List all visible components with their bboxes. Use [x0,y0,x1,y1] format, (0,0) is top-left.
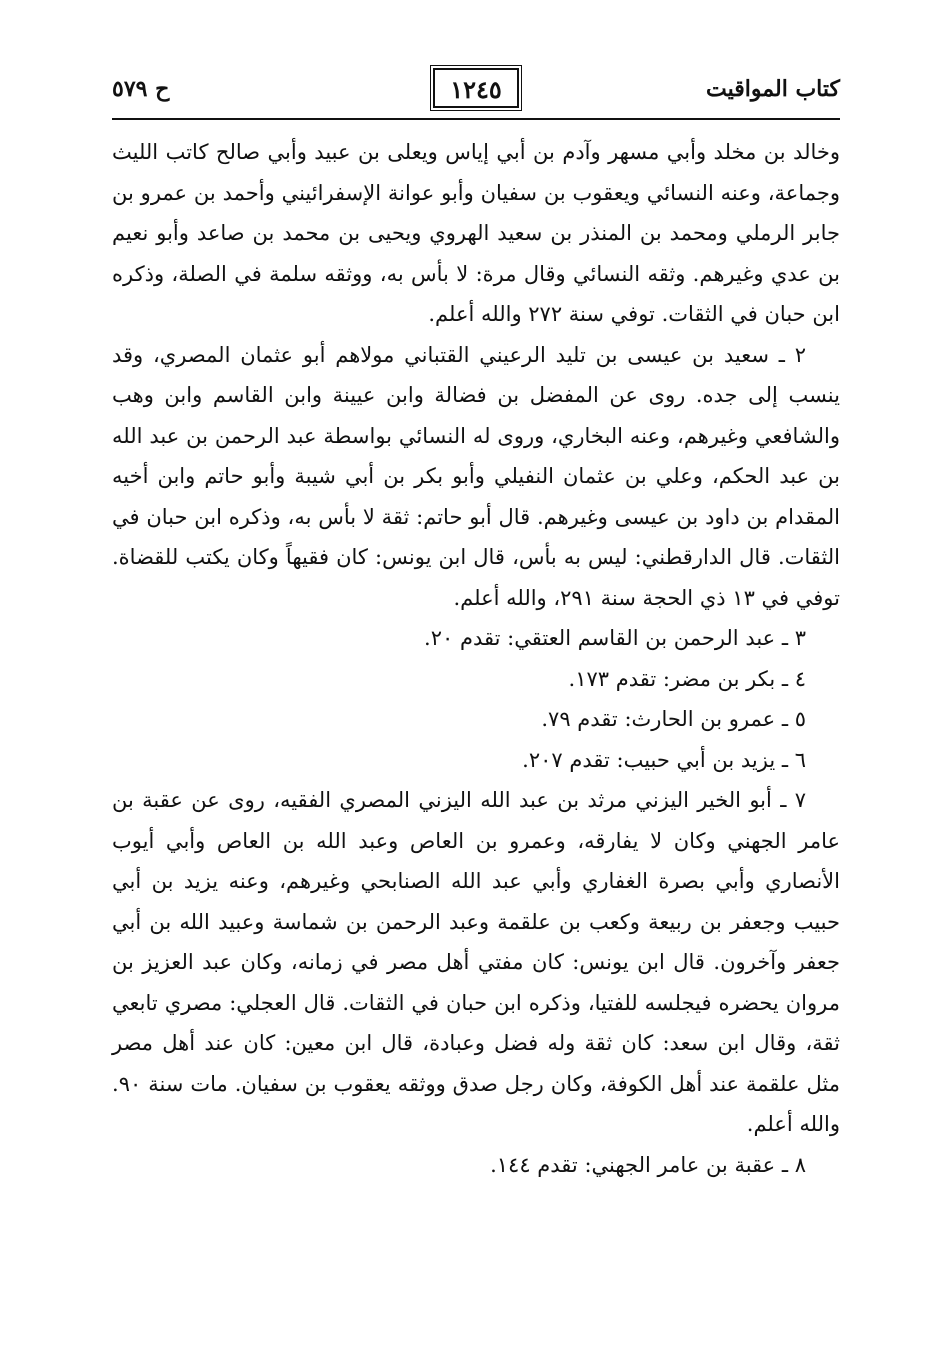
page-number-box: ١٢٤٥ [433,68,519,108]
paragraph-entry-5: ٥ ـ عمرو بن الحارث: تقدم ٧٩. [541,707,806,731]
page-header [112,62,840,120]
paragraph-entry-3: ٣ ـ عبد الرحمن بن القاسم العتقي: تقدم ٢٠. [424,626,806,650]
paragraph-entry-7: ٧ ـ أبو الخير اليزني مرثد بن عبد الله اليزني المصري الفقيه، روى عن عقبة بن عامر الجهني وكان لا يفارقه، وعمرو بن العاص وعبد الله بن العاص وأبي أيوب الأنصاري وأبي بصرة الغفاري وأبي عبد الله الصنابحي وغيرهم، وعنه يزيد بن أبي حبيب وجعفر بن ربيعة وكعب بن علقمة وعبد الرحمن بن شماسة وعبيد الله بن أبي جعفر وآخرون. قال ابن يونس: كان مفتي أهل مصر في زمانه، وكان عبد العزيز بن مروان يحضره فيجلسه للفتيا، وذكره ابن حبان في الثقات. قال العجلي: مصري تابعي ثقة، وقال ابن سعد: كان ثقة وله فضل وعبادة، قال ابن معين: كان عند أهل مصر مثل علقمة عند أهل الكوفة، وكان رجل صدق ووثقه يعقوب بن سفيان. مات سنة ٩٠. والله أعلم. [112,788,840,1136]
paragraph-entry-8: ٨ ـ عقبة بن عامر الجهني: تقدم ١٤٤. [490,1152,806,1177]
paragraph-entry-2: ٢ ـ سعيد بن عيسى بن تليد الرعيني القتباني مولاهم أبو عثمان المصري، وقد ينسب إلى جده. روى عن المفضل بن فضالة وابن عيينة وابن القاسم وابن وهب والشافعي وغيرهم، وعنه البخاري، وروى له النسائي بواسطة عبد الرحمن بن عبد الله بن عبد الحكم، وعلي بن عثمان النفيلي وأبو بكر بن أبي شيبة وأبو حاتم وابن أخيه المقدام بن داود بن عيسى وغيرهم. قال أبو حاتم: ثقة لا بأس به، وذكره ابن حبان في الثقات. قال الدارقطني: ليس به بأس، قال ابن يونس: كان فقيهاً وكان يكتب للقضاة. توفي في ١٣ ذي الحجة سنة ٢٩١، والله أعلم. [112,342,840,610]
paragraph-continuation: وخالد بن مخلد وأبي مسهر وآدم بن أبي إياس ويعلى بن عبيد وأبي صالح كاتب الليث وجماعة، وعنه النسائي ويعقوب بن سفيان وأبو عوانة الإسفرائيني وأحمد بن عمرو بن جابر الرملي ومحمد بن المنذر بن سعيد الهروي ويحيى بن محمد بن صاعد وأبو نعيم بن عدي وغيرهم. وثقه النسائي وقال مرة: لا بأس به، ووثقه سلمة في الصلة، وذكره ابن حبان في الثقات. توفي سنة ٢٧٢ والله أعلم. [112,140,840,326]
page-body [112,132,840,1185]
paragraph-entry-4: ٤ ـ بكر بن مضر: تقدم ١٧٣. [568,666,806,691]
header-divider [112,118,840,120]
chapter-title: كتاب المواقيت [706,76,840,102]
hadith-reference: ح ٥٧٩ [112,76,170,102]
paragraph-entry-6: ٦ ـ يزيد بن أبي حبيب: تقدم ٢٠٧. [522,747,806,772]
